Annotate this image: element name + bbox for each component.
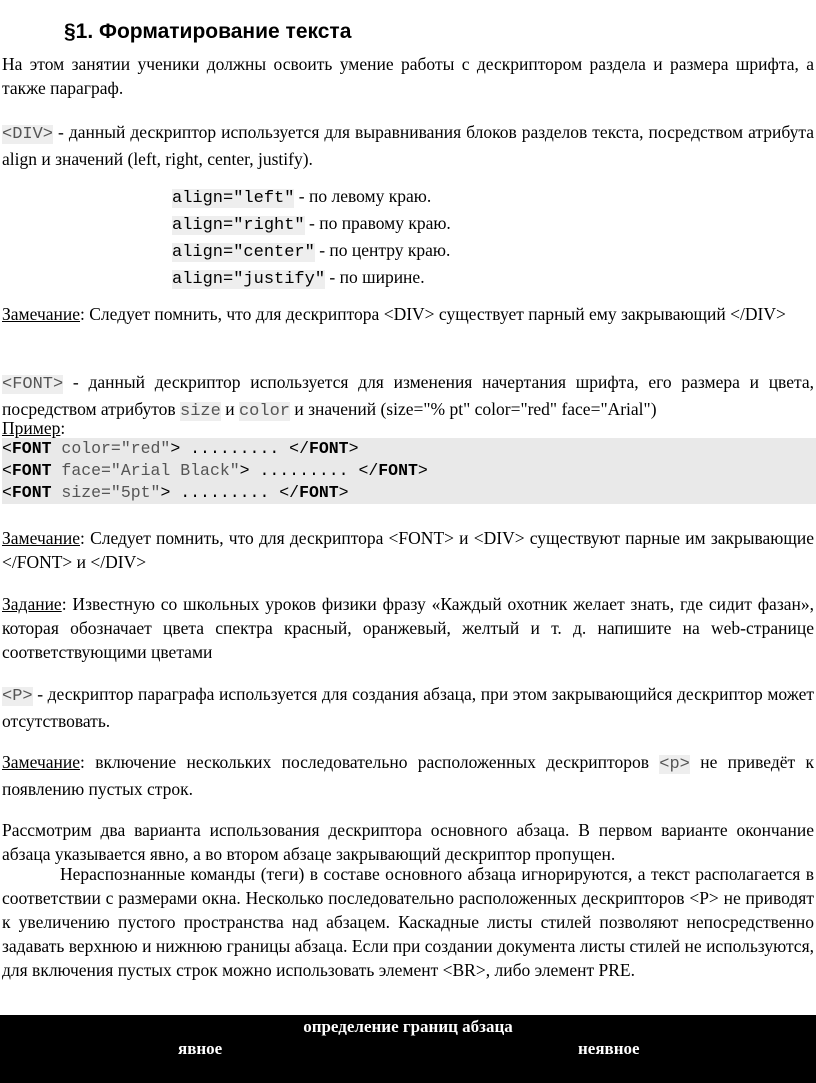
code-content: > ......... </ [170,439,309,458]
code-attribute: size="5pt" [51,483,161,502]
note-label: Замечание [2,752,81,772]
align-code: align="right" [172,216,305,235]
note-font-paragraph [2,526,814,574]
task-paragraph [2,592,814,664]
code-keyword: FONT [11,461,52,480]
body-paragraph: Нераспознанные команды (теги) в составе основного абзаца игнорируются, а текст располагается в соответствии с размерами окна. Несколько последовательно расположенных дескрипторов <P> не приводят к увеличению пустого пространства над абзацем. Каскадные листы стилей позволяют непосредственно задавать верхнюю и нижнюю границы абзаца. Если при создании документа листы стилей не используются, для включения пустых строк можно использовать элемент <BR>, либо элемент PRE. [2,864,814,980]
font-desc-values: и значений (size="% pt" color="red" face="Arial") [289,399,657,419]
font-attr-color: color [238,402,290,421]
note-label: Замечание [2,528,81,548]
code-keyword: FONT [11,483,52,502]
table-column-implicit: неявное [578,1039,640,1058]
align-code: align="center" [172,243,315,262]
align-desc: - по левому краю. [294,186,432,206]
p-lower-tag: <p> [659,755,690,774]
table-column-explicit: явное [178,1039,223,1058]
code-attribute: face="Arial Black" [51,461,240,480]
section-title: §1. Форматирование текста [64,20,352,43]
div-description [2,120,814,171]
code-line [2,460,816,482]
code-keyword: FONT [11,439,52,458]
p-description [2,682,814,733]
example-colon: : [60,418,66,438]
intro-paragraph: На этом занятии ученики должны освоить умение работы с дескриптором раздела и размера шрифта, а также параграф. [2,54,814,98]
code-bracket: < [2,483,12,502]
note-p-paragraph [2,750,814,801]
align-item-right [172,211,451,238]
code-bracket: > [417,461,428,480]
p-desc-text: - дескриптор параграфа используется для создания абзаца, при этом закрывающийся дескриптор может отсутствовать. [2,684,814,731]
code-keyword: FONT [378,461,418,480]
align-values-list [172,184,451,292]
code-bracket: < [2,461,12,480]
align-item-center [172,238,451,265]
align-desc: - по правому краю. [304,213,451,233]
code-bracket: < [2,439,12,458]
code-line [2,438,816,460]
table-header [0,1015,816,1083]
align-code: align="left" [172,189,295,208]
note-text: : Следует помнить, что для дескриптора <DIV> существует парный ему закрывающий </DIV> [80,304,786,324]
code-keyword: FONT [299,483,339,502]
note-div-paragraph [2,302,814,326]
code-content: > ......... </ [239,461,379,480]
task-label: Задание [2,594,62,614]
code-example-block [2,438,816,504]
div-tag: <DIV> [2,125,54,144]
font-and: и [220,399,239,419]
note-text: : Следует помнить, что для дескриптора <FONT> и <DIV> существуют парные им закрывающие </FONT> и </DIV> [2,528,814,572]
table-title: определение границ абзаца [303,1017,513,1036]
code-bracket: > [338,483,349,502]
code-attribute: color="red" [51,439,171,458]
code-bracket: > [348,439,359,458]
note-label: Замечание [2,304,81,324]
div-desc-text: - данный дескриптор используется для выравнивания блоков разделов текста, посредством атрибута align и значений (left, right, center, justify). [2,122,814,169]
p-tag: <P> [2,687,33,706]
task-text: : Известную со школьных уроков физики фразу «Каждый охотник желает знать, где сидит фазан», которая обозначает цвета спектра красный, оранжевый, желтый и т. д. напишите на web-странице соответствующими цветами [2,594,814,662]
align-desc: - по ширине. [325,267,425,287]
align-item-justify [172,265,451,292]
example-heading [2,416,814,440]
align-item-left [172,184,451,211]
code-keyword: FONT [308,439,349,458]
code-content: > ......... </ [160,483,300,502]
font-attr-size: size [180,402,221,421]
example-label: Пример [2,418,61,438]
note-text-end: не приведёт к появлению пустых строк. [2,752,814,799]
variants-paragraph: Рассмотрим два варианта использования дескриптора основного абзаца. В первом варианте окончание абзаца указывается явно, а во втором абзаце закрывающий дескриптор пропущен. [2,820,814,864]
align-desc: - по центру краю. [314,240,451,260]
font-desc-text: - данный дескриптор используется для изменения начертания шрифта, его размера и цвета, посредством атрибутов [2,372,814,419]
font-tag: <FONT> [2,375,64,394]
note-text: : включение нескольких последовательно расположенных дескрипторов [80,752,660,772]
code-line [2,482,816,504]
align-code: align="justify" [172,270,326,289]
